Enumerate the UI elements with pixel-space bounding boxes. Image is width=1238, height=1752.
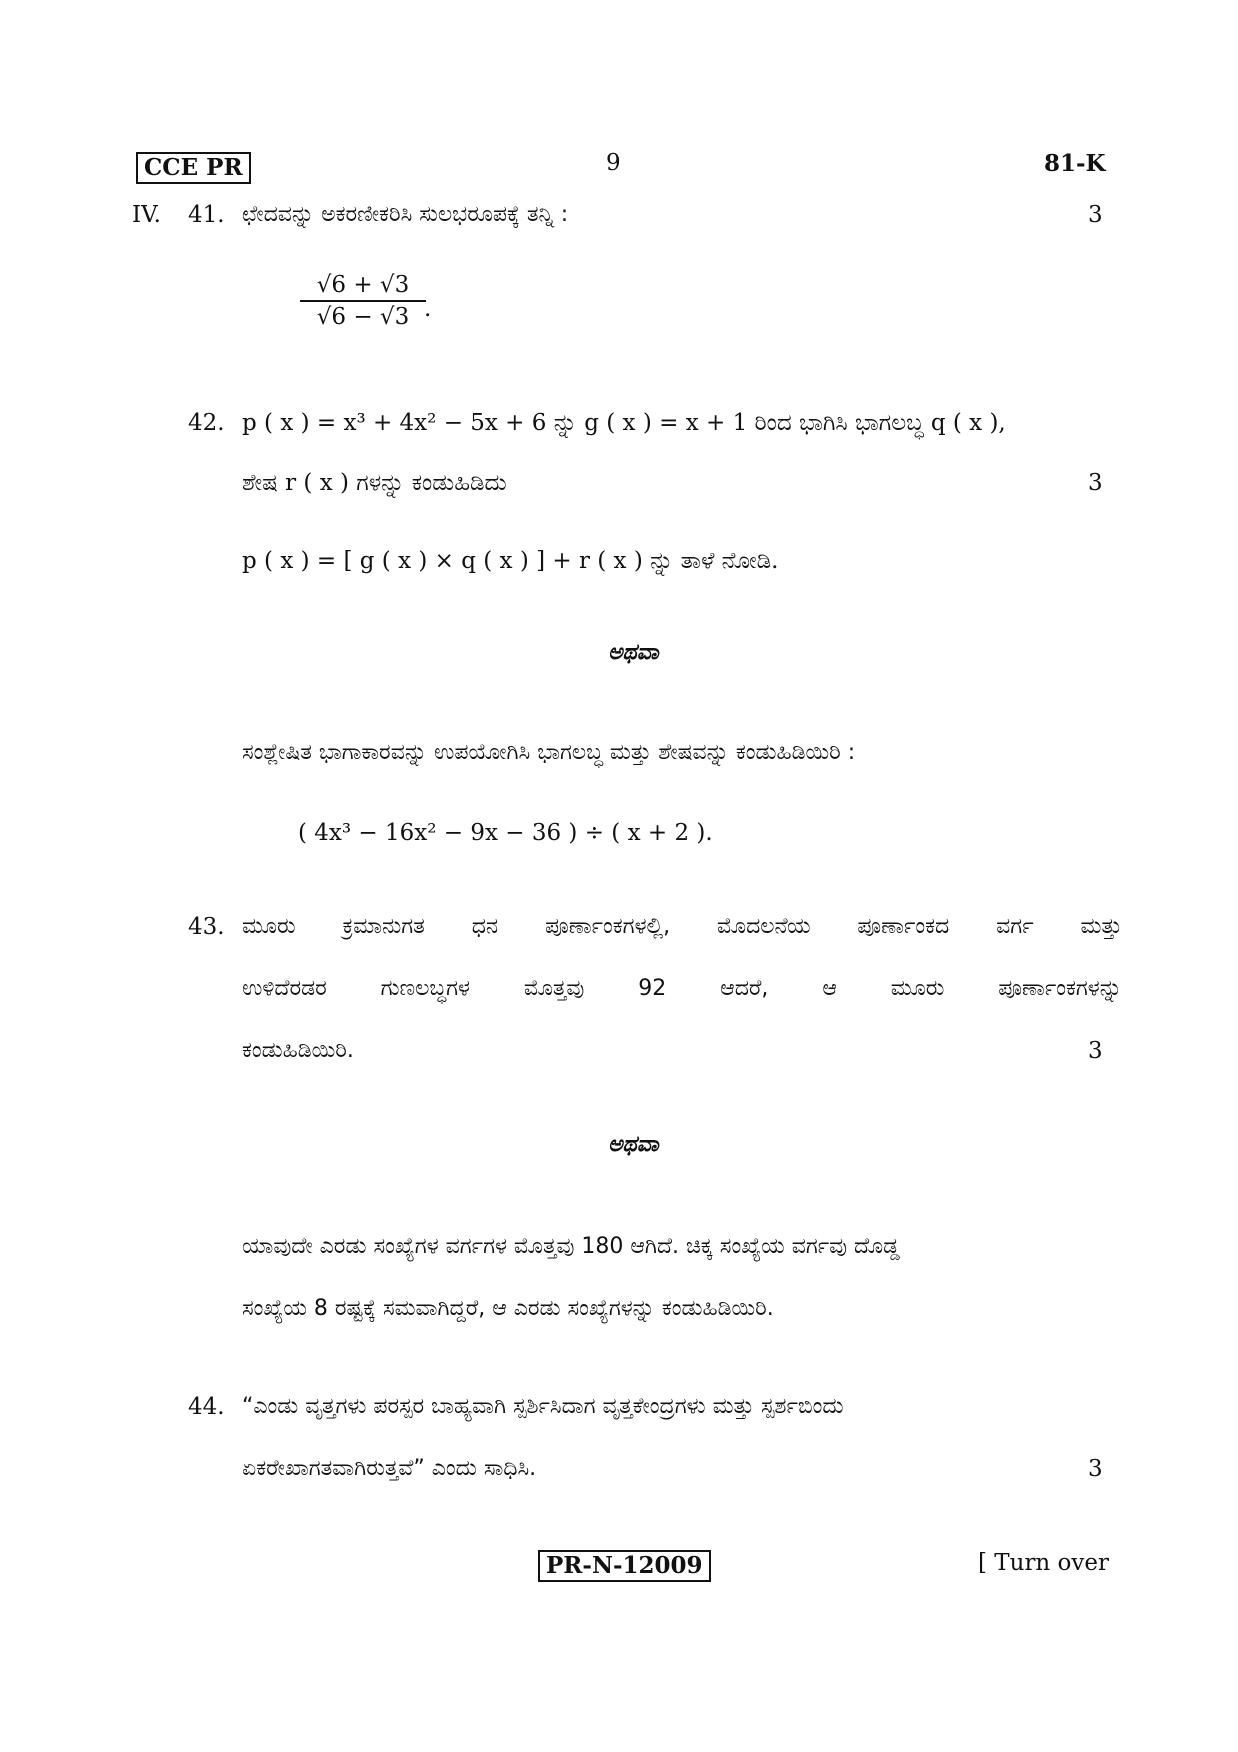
q44-line1: “ಎಂಡು ವೃತ್ತಗಳು ಪರಸ್ಪರ ಬಾಹ್ಯವಾಗಿ ಸ್ಪರ್ಶಿಸಿದಾಗ ವೃತ್ತಕೇಂದ್ರಗಳು ಮತ್ತು ಸ್ಪರ್ಶಬಿಂದು [242,1394,844,1419]
q42-line2: ಶೇಷ r ( x ) ಗಳನ್ನು ಕಂಡುಹಿಡಿದು [242,470,507,496]
paper-code: 81-K [1044,150,1106,177]
footer-code-box: PR-N-12009 [538,1550,711,1582]
q43-word: ಪೂರ್ಣಾಂಕಗಳಲ್ಲಿ, [545,914,671,939]
q42-line3: p ( x ) = [ g ( x ) × q ( x ) ] + r ( x ) ನ್ನು ತಾಳೆ ನೋಡಿ. [242,548,779,574]
q43-alt-line2: ಸಂಖ್ಯೆಯ 8 ರಷ್ಟಕ್ಕೆ ಸಮವಾಗಿದ್ದರೆ, ಆ ಎರಡು ಸಂಖ್ಯೆಗಳನ್ನು ಕಂಡುಹಿಡಿಯಿರಿ. [242,1296,774,1321]
turn-over-note: [ Turn over [978,1550,1110,1576]
q43-word: 92 [638,976,667,1001]
q43-word: ಕ್ರಮಾನುಗತ [342,914,425,939]
q42-line1: p ( x ) = x³ + 4x² − 5x + 6 ನ್ನು g ( x ) = x + 1 ರಿಂದ ಭಾಗಿಸಿ ಭಾಗಲಬ್ಧ q ( x ), [242,410,1006,436]
q41-numerator: √6 + √3 [316,272,410,298]
q43-word: ಉಳಿದೆರಡರ [242,976,327,1001]
q44-marks: 3 [1088,1456,1103,1482]
q41-number: 41. [188,202,225,228]
section-label: IV. [132,202,161,228]
q44-number: 44. [188,1394,225,1420]
q43-line2 [242,976,1122,1001]
q42-alt-expression: ( 4x³ − 16x² − 9x − 36 ) ÷ ( x + 2 ). [298,820,713,846]
q42-marks: 3 [1088,470,1103,496]
q41-denominator: √6 − √3 [316,304,410,330]
header-exam-code-box: CCE PR [136,152,251,184]
page-number: 9 [606,150,621,176]
q43-word: ವರ್ಗ [996,914,1034,939]
q41-period: . [424,296,432,322]
q43-word: ಮತ್ತು [1080,914,1122,939]
q41-text: ಛೇದವನ್ನು ಅಕರಣೀಕರಿಸಿ ಸುಲಭರೂಪಕ್ಕೆ ತನ್ನಿ : [242,202,569,227]
q42-number: 42. [188,410,225,436]
q43-word: ಆ [822,976,837,1001]
fraction-bar [300,300,426,302]
q43-word: ಪೂರ್ಣಾಂಕಗಳನ್ನು [998,976,1122,1001]
q43-word: ಆದರೆ, [720,976,769,1001]
q43-word: ಗುಣಲಬ್ಧಗಳ [380,976,470,1001]
q42-or-divider: ಅಥವಾ [608,640,659,665]
q43-line1 [242,914,1122,939]
q43-word: ಧನ [471,914,499,939]
q43-word: ಮೊತ್ತವು [523,976,585,1001]
q41-marks: 3 [1088,202,1103,228]
q43-number: 43. [188,914,225,940]
q43-marks: 3 [1088,1038,1103,1064]
q42-alt-text: ಸಂಶ್ಲೇಷಿತ ಭಾಗಾಕಾರವನ್ನು ಉಪಯೋಗಿಸಿ ಭಾಗಲಬ್ಧ ಮತ್ತು ಶೇಷವನ್ನು ಕಂಡುಹಿಡಿಯಿರಿ : [242,740,856,765]
q43-alt-line1: ಯಾವುದೇ ಎರಡು ಸಂಖ್ಯೆಗಳ ವರ್ಗಗಳ ಮೊತ್ತವು 180 ಆಗಿದೆ. ಚಿಕ್ಕ ಸಂಖ್ಯೆಯ ವರ್ಗವು ದೊಡ್ಡ [242,1234,900,1259]
q43-or-divider: ಅಥವಾ [608,1132,659,1157]
q43-line3: ಕಂಡುಹಿಡಿಯಿರಿ. [242,1038,354,1063]
q43-word: ಪೂರ್ಣಾಂಕದ [857,914,950,939]
q43-word: ಮೊದಲನೆಯ [717,914,811,939]
q41-fraction [300,272,426,330]
q43-word: ಮೂರು [242,914,296,939]
q44-line2: ಏಕರೇಖಾಗತವಾಗಿರುತ್ತವೆ” ಎಂದು ಸಾಧಿಸಿ. [242,1456,537,1481]
q43-word: ಮೂರು [890,976,945,1001]
